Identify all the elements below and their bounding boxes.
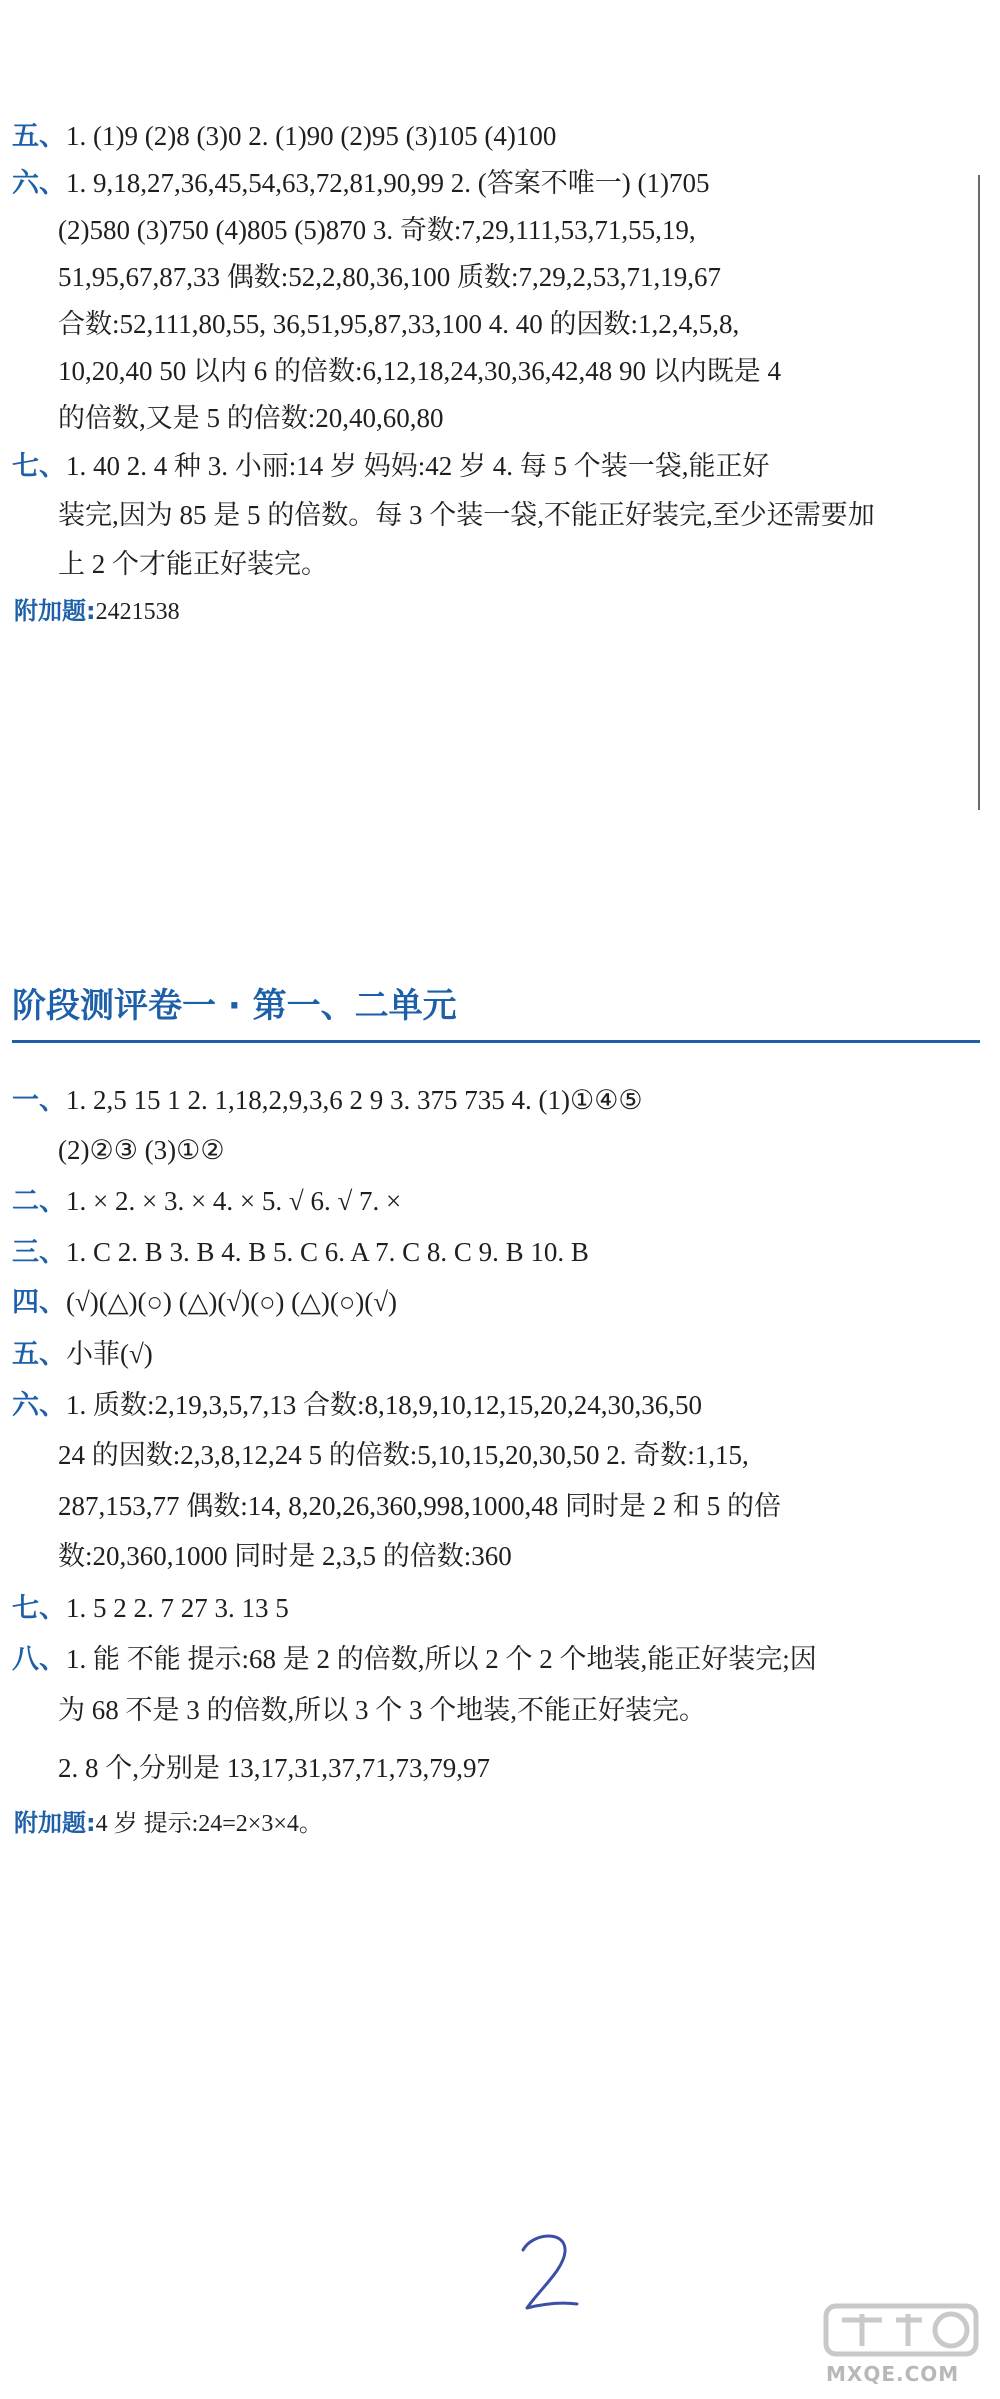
answer-text: (√)(△)(○) (△)(√)(○) (△)(○)(√)	[66, 1287, 398, 1317]
section-title: 阶段测评卷一 · 第一、二单元	[12, 986, 457, 1026]
answer-8-line2: 为 68 不是 3 的倍数,所以 3 个 3 个地装,不能正好装完。	[58, 1695, 706, 1725]
answer-text: 1. (1)9 (2)8 (3)0 2. (1)90 (2)95 (3)105 (4)100	[66, 121, 557, 151]
answer-text: 1. 5 2 2. 7 27 3. 13 5	[66, 1593, 289, 1623]
bonus-answer: 4 岁 提示:24=2×3×4。	[95, 1811, 323, 1837]
answer-6-line4: 合数:52,111,80,55, 36,51,95,87,33,100 4. 40 的因数:1,2,4,5,8,	[58, 309, 740, 339]
answer-text: 1. 能 不能 提示:68 是 2 的倍数,所以 2 个 2 个地装,能正好装完;因	[66, 1644, 817, 1674]
section-label: 一、	[12, 1085, 66, 1115]
section-title-rule	[12, 1040, 980, 1043]
answer-1-line1	[12, 1082, 982, 1118]
answer-6b-line4: 数:20,360,1000 同时是 2,3,5 的倍数:360	[58, 1541, 512, 1571]
answer-6b-line2: 24 的因数:2,3,8,12,24 5 的倍数:5,10,15,20,30,50 2. 奇数:1,15,	[58, 1440, 749, 1470]
answer-8-line1	[12, 1641, 982, 1677]
bonus-question-2	[14, 1806, 323, 1841]
answer-6b-line1	[12, 1387, 982, 1423]
answer-7-line2: 装完,因为 85 是 5 的倍数。每 3 个装一袋,不能正好装完,至少还需要加	[58, 500, 875, 530]
answer-5b	[12, 1336, 982, 1372]
answer-7b	[12, 1590, 982, 1626]
answer-2	[12, 1183, 982, 1219]
answer-1-line2: (2)②③ (3)①②	[58, 1135, 225, 1165]
answer-6-line1	[12, 165, 982, 201]
answer-6b-line3: 287,153,77 偶数:14, 8,20,26,360,998,1000,48 同时是 2 和 5 的倍	[58, 1491, 782, 1521]
answer-text: 1. 2,5 15 1 2. 1,18,2,9,3,6 2 9 3. 375 735 4. (1)①④⑤	[66, 1085, 643, 1115]
answer-6-line3: 51,95,67,87,33 偶数:52,2,80,36,100 质数:7,29,2,53,71,19,67	[58, 262, 722, 292]
bonus-label: 附加题:	[14, 1809, 96, 1837]
answer-text: 1. C 2. B 3. B 4. B 5. C 6. A 7. C 8. C 9. B 10. B	[66, 1237, 589, 1267]
section-label: 三、	[12, 1237, 66, 1267]
section-label: 五、	[12, 121, 66, 151]
answer-text: 1. 质数:2,19,3,5,7,13 合数:8,18,9,10,12,15,20,24,30,36,50	[66, 1390, 703, 1420]
answer-6-line5: 10,20,40 50 以内 6 的倍数:6,12,18,24,30,36,42,48 90 以内既是 4	[58, 356, 782, 386]
answer-text: 小菲(√)	[66, 1339, 153, 1369]
answer-7-line3: 上 2 个才能正好装完。	[58, 549, 328, 579]
answer-7-line1	[12, 448, 982, 484]
answer-6-line6: 的倍数,又是 5 的倍数:20,40,60,80	[58, 403, 444, 433]
section-label: 七、	[12, 451, 66, 481]
section-label: 四、	[12, 1287, 66, 1317]
section-label: 六、	[12, 168, 66, 198]
bonus-label: 附加题:	[14, 597, 96, 625]
answer-4	[12, 1284, 982, 1320]
answer-3	[12, 1234, 982, 1270]
answer-text: 1. 9,18,27,36,45,54,63,72,81,90,99 2. (答案不唯一) (1)705	[66, 168, 710, 198]
bonus-question	[14, 594, 180, 629]
bonus-answer: 2421538	[95, 599, 180, 625]
answer-5	[12, 118, 982, 154]
answer-6-line2: (2)580 (3)750 (4)805 (5)870 3. 奇数:7,29,111,53,71,55,19,	[58, 215, 696, 245]
section-label: 五、	[12, 1339, 66, 1369]
handwritten-page-number	[515, 2228, 585, 2318]
section-label: 二、	[12, 1186, 66, 1216]
section-label: 八、	[12, 1644, 66, 1674]
answer-8-line3: 2. 8 个,分别是 13,17,31,37,71,73,79,97	[58, 1753, 490, 1783]
watermark-text: MXQE.COM	[826, 2362, 960, 2386]
section-label: 六、	[12, 1390, 66, 1420]
answer-text: 1. × 2. × 3. × 4. × 5. √ 6. √ 7. ×	[66, 1186, 402, 1216]
section-label: 七、	[12, 1593, 66, 1623]
answer-text: 1. 40 2. 4 种 3. 小丽:14 岁 妈妈:42 岁 4. 每 5 个装一袋,能正好	[66, 451, 770, 481]
